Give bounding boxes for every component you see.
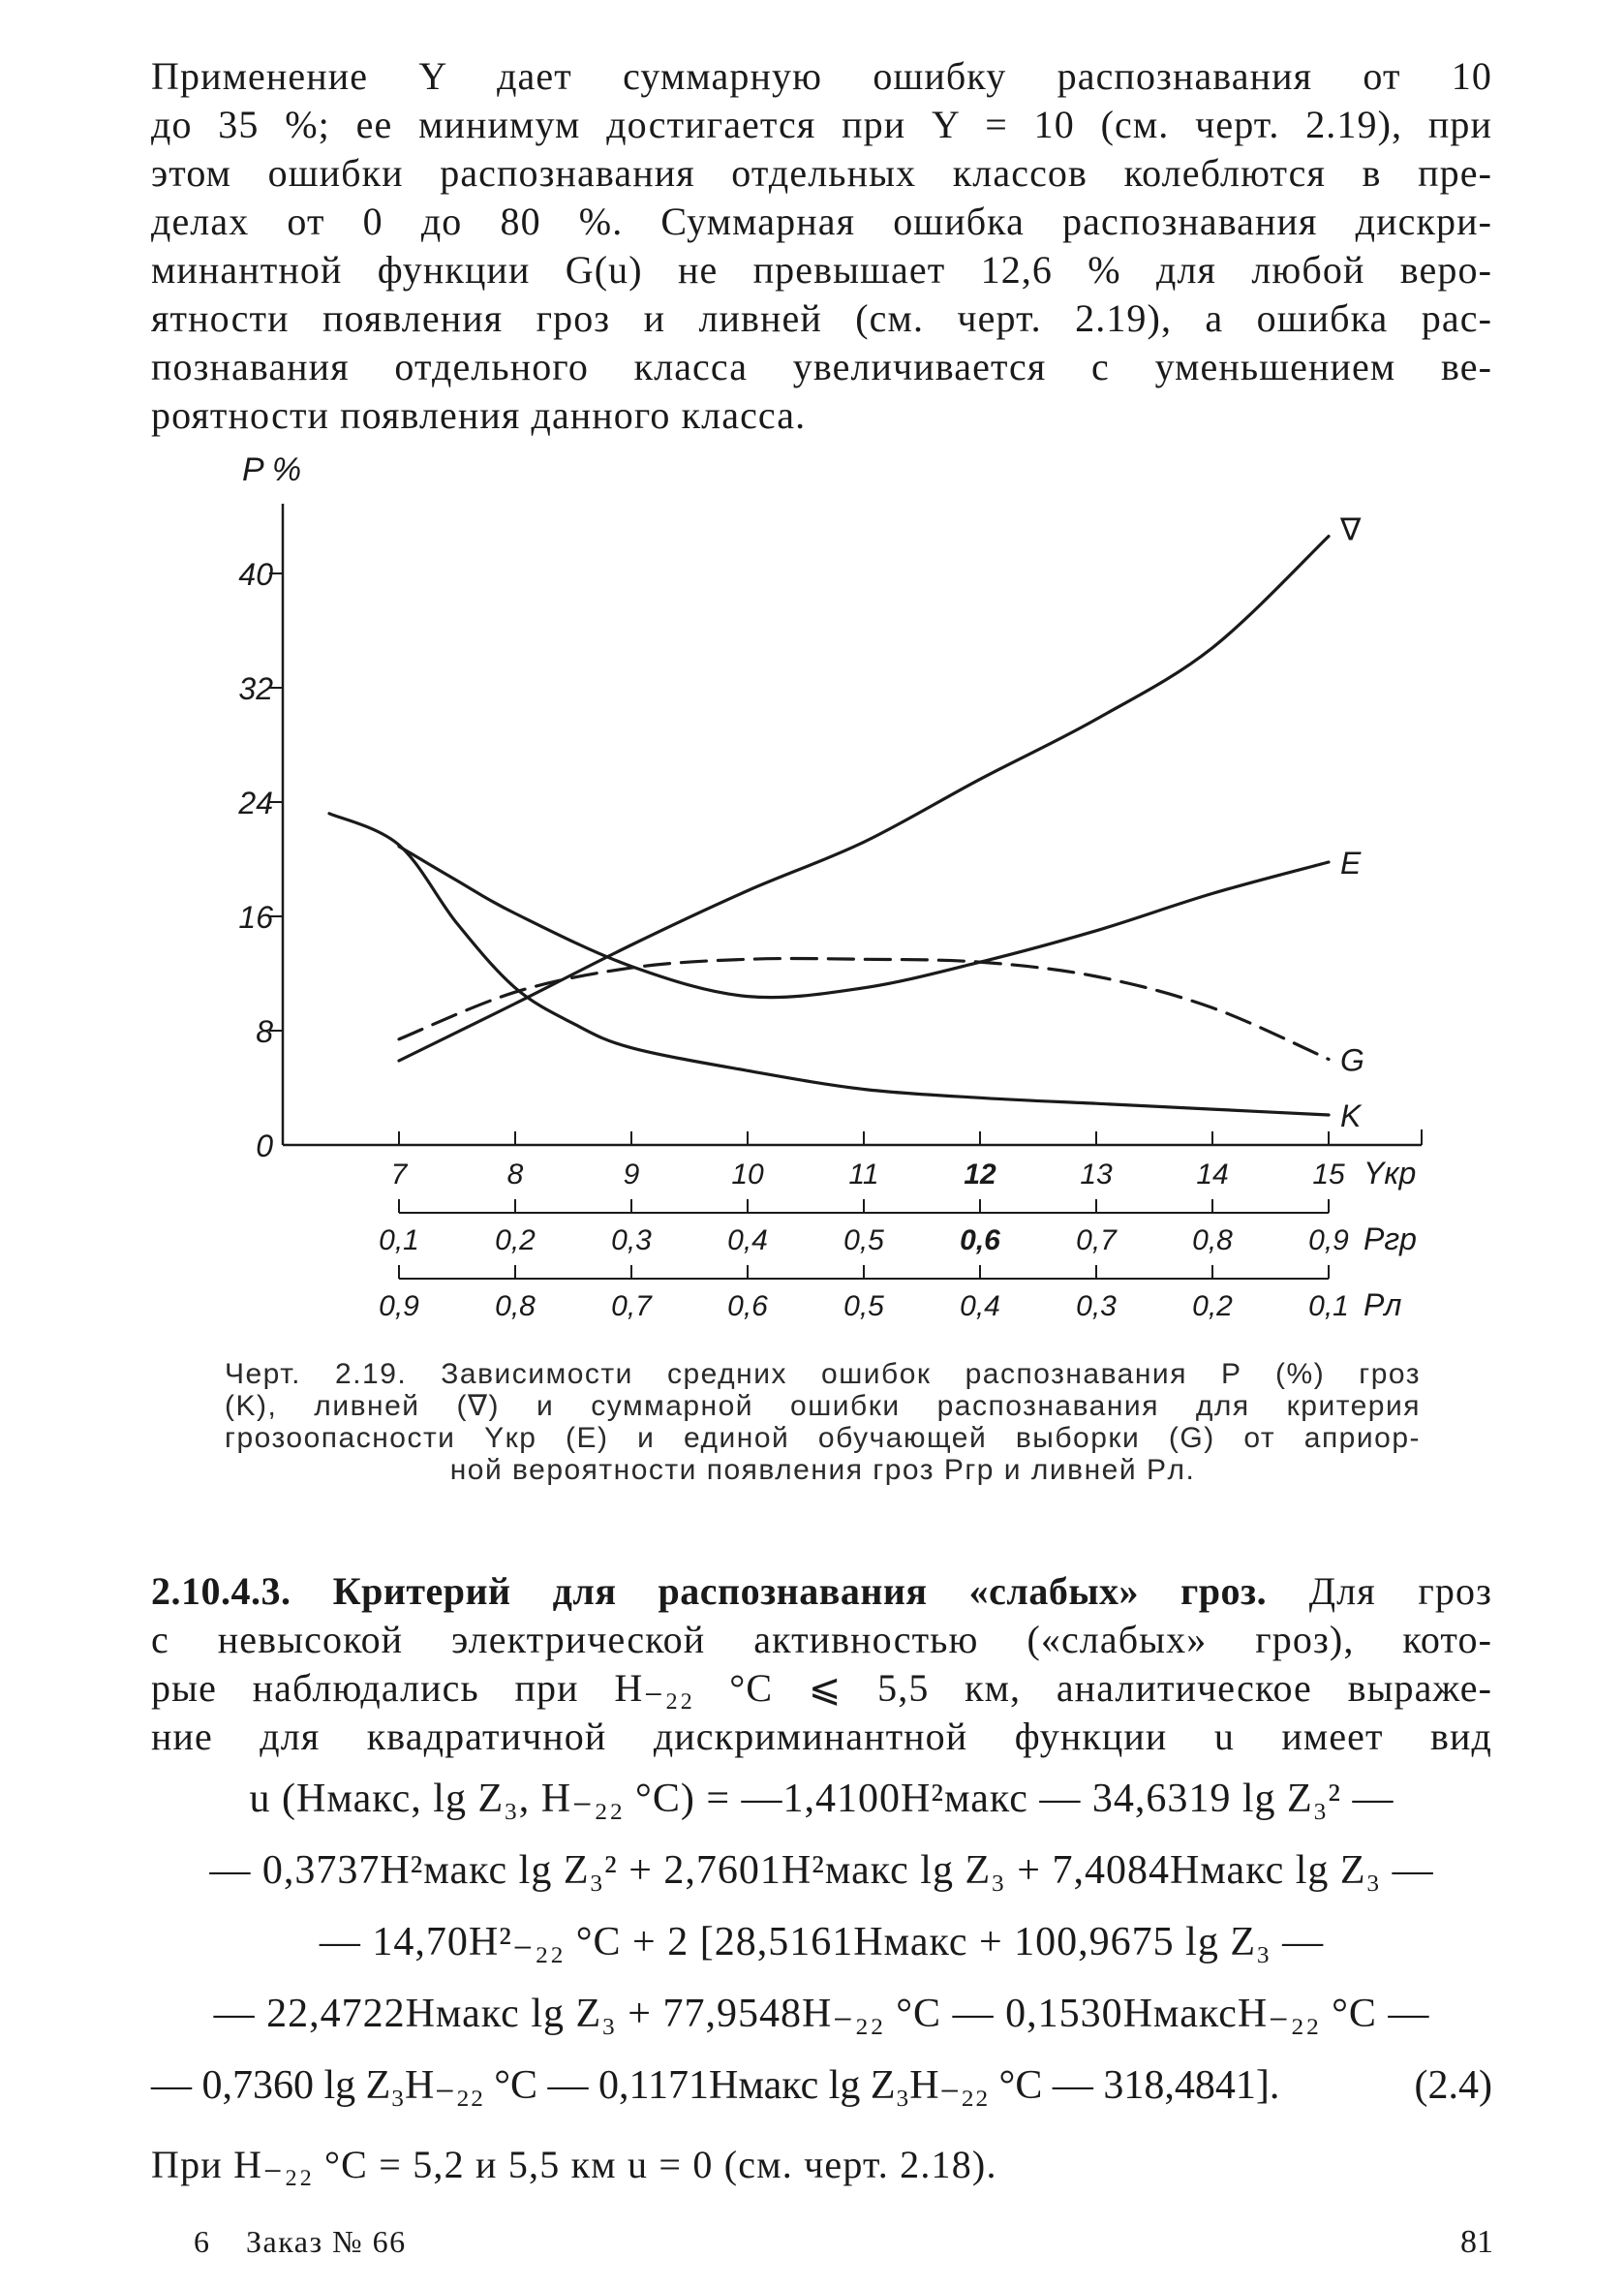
y-tick-label: 8 [256, 1014, 273, 1049]
scale-tick-label-pl: 0,7 [611, 1290, 652, 1322]
scale-tick-label-pl: 0,3 [1076, 1290, 1117, 1322]
caption-line: Черт. 2.19. Зависимости средних ошибок распознавания P (%) гроз [225, 1358, 1421, 1390]
scale-tick-label-pgr: 0,1 [379, 1224, 419, 1256]
section-heading-rest: Для гроз [1308, 1569, 1492, 1613]
closing-line: При H₋₂₂ °C = 5,2 и 5,5 км u = 0 (см. черт. 2.18). [151, 2143, 997, 2186]
scale-tick-label-pl: 0,1 [1308, 1290, 1349, 1322]
intro-line: до 35 %; ее минимум достигается при Y = 10 (см. черт. 2.19), при [151, 103, 1492, 146]
series-label-∇: ∇ [1340, 511, 1362, 547]
intro-line: минантной функции G(u) не превышает 12,6 % для любой веро- [151, 248, 1492, 292]
series-line-G [399, 959, 1329, 1060]
intro-line: Применение Y дает суммарную ошибку распознавания от 10 [151, 54, 1492, 98]
intro-line: этом ошибки распознавания отдельных классов колеблются в пре- [151, 151, 1492, 195]
intro-line: ятности появления гроз и ливней (см. черт. 2.19), а ошибка рас- [151, 296, 1492, 340]
x-tick-label-ykr: 12 [964, 1159, 996, 1190]
x-tick-label-ykr: 9 [623, 1159, 640, 1190]
y-axis-title: P % [242, 451, 302, 488]
intro-line: познавания отдельного класса увеличивается с уменьшением ве- [151, 345, 1492, 388]
section-line: с невысокой электрической активностью («слабых» гроз), кото- [151, 1618, 1492, 1661]
signature-number: 6 [194, 2224, 209, 2259]
scale-tick-label-pgr: 0,9 [1308, 1224, 1349, 1256]
scale-tick-label-pl: 0,4 [960, 1290, 1000, 1322]
formula-line: — 0,3737H²макс lg Z₃² + 2,7601H²макс lg Z₃ + 7,4084Hмакс lg Z₃ — [209, 1848, 1434, 1893]
chart-axes [269, 504, 1422, 1279]
y-tick-label: 0 [256, 1129, 273, 1163]
series-label-E: E [1340, 845, 1362, 881]
intro-line: роятности появления данного класса. [151, 393, 807, 437]
scale-tick-label-pgr: 0,3 [611, 1224, 652, 1256]
series-label-K: K [1340, 1098, 1362, 1134]
y-tick-label: 16 [238, 900, 273, 935]
scale-title-pl: Pл [1364, 1287, 1402, 1322]
y-tick-label: 32 [238, 671, 273, 706]
section-line: ние для квадратичной дискриминантной функции u имеет вид [151, 1715, 1492, 1758]
scale-tick-label-pgr: 0,7 [1076, 1224, 1117, 1256]
y-tick-label: 40 [238, 557, 273, 592]
section-line: рые наблюдались при H₋₂₂ °C ⩽ 5,5 км, аналитическое выраже- [151, 1666, 1492, 1710]
formula-line: u (Hмакс, lg Z₃, H₋₂₂ °C) = —1,4100H²макс — 34,6319 lg Z₃² — [249, 1777, 1394, 1821]
formula-line: — 22,4722Hмакс lg Z₃ + 77,9548H₋₂₂ °C — 0,1530HмаксH₋₂₂ °C — [213, 1992, 1430, 2036]
series-line-∇ [399, 537, 1329, 1061]
intro-line: делах от 0 до 80 %. Суммарная ошибка распознавания дискри- [151, 200, 1492, 243]
caption-line: (K), ливней (∇) и суммарной ошибки распознавания для критерия [225, 1390, 1421, 1422]
scale-tick-label-pl: 0,8 [495, 1290, 536, 1322]
scale-tick-label-pl: 0,9 [379, 1290, 419, 1322]
x-tick-label-ykr: 11 [848, 1159, 879, 1190]
x-tick-label-ykr: 13 [1080, 1159, 1113, 1190]
x-tick-label-ykr: 10 [731, 1159, 764, 1190]
scale-tick-label-pgr: 0,4 [727, 1224, 768, 1256]
scale-tick-label-pgr: 0,2 [495, 1224, 536, 1256]
scale-tick-label-pgr: 0,6 [960, 1224, 1000, 1256]
series-label-G: G [1340, 1042, 1364, 1078]
scale-tick-label-pgr: 0,8 [1192, 1224, 1233, 1256]
section-heading: 2.10.4.3. Критерий для распознавания «слабых» гроз. [151, 1569, 1268, 1613]
y-tick-label: 24 [238, 786, 273, 820]
series-line-E [399, 847, 1329, 998]
scale-title-pgr: Pгр [1364, 1221, 1417, 1256]
scale-tick-label-pl: 0,5 [843, 1290, 884, 1322]
x-tick-label-ykr: 15 [1312, 1159, 1345, 1190]
caption-line: ной вероятности появления гроз Pгр и ливней Pл. [449, 1454, 1196, 1486]
x-tick-label-ykr: 8 [506, 1159, 524, 1190]
formula-line: — 14,70H²₋₂₂ °C + 2 [28,5161Hмакс + 100,9675 lg Z₃ — [319, 1920, 1325, 1964]
equation-number: (2.4) [1414, 2063, 1492, 2108]
signature-text: Заказ № 66 [246, 2224, 407, 2259]
page-number: 81 [1460, 2224, 1493, 2260]
x-axis-title-ykr: Yкр [1364, 1156, 1417, 1190]
chart-series [329, 537, 1329, 1115]
section-paragraph [151, 1567, 1492, 1761]
x-tick-label-ykr: 14 [1196, 1159, 1229, 1190]
caption-line: грозоопасности Yкр (E) и единой обучающей выборки (G) от априор- [225, 1422, 1421, 1454]
section-first-line [151, 1567, 1492, 1616]
figure-caption [225, 1358, 1421, 1486]
scale-tick-label-pgr: 0,5 [843, 1224, 884, 1256]
printer-signature [194, 2224, 407, 2260]
formula-line: — 0,7360 lg Z₃H₋₂₂ °C — 0,1171Hмакс lg Z₃H₋₂₂ °C — 318,4841]. [151, 2063, 1280, 2108]
formula-last-row [151, 2060, 1492, 2115]
scale-tick-label-pl: 0,6 [727, 1290, 768, 1322]
x-tick-label-ykr: 7 [390, 1159, 408, 1190]
scale-tick-label-pl: 0,2 [1192, 1290, 1233, 1322]
